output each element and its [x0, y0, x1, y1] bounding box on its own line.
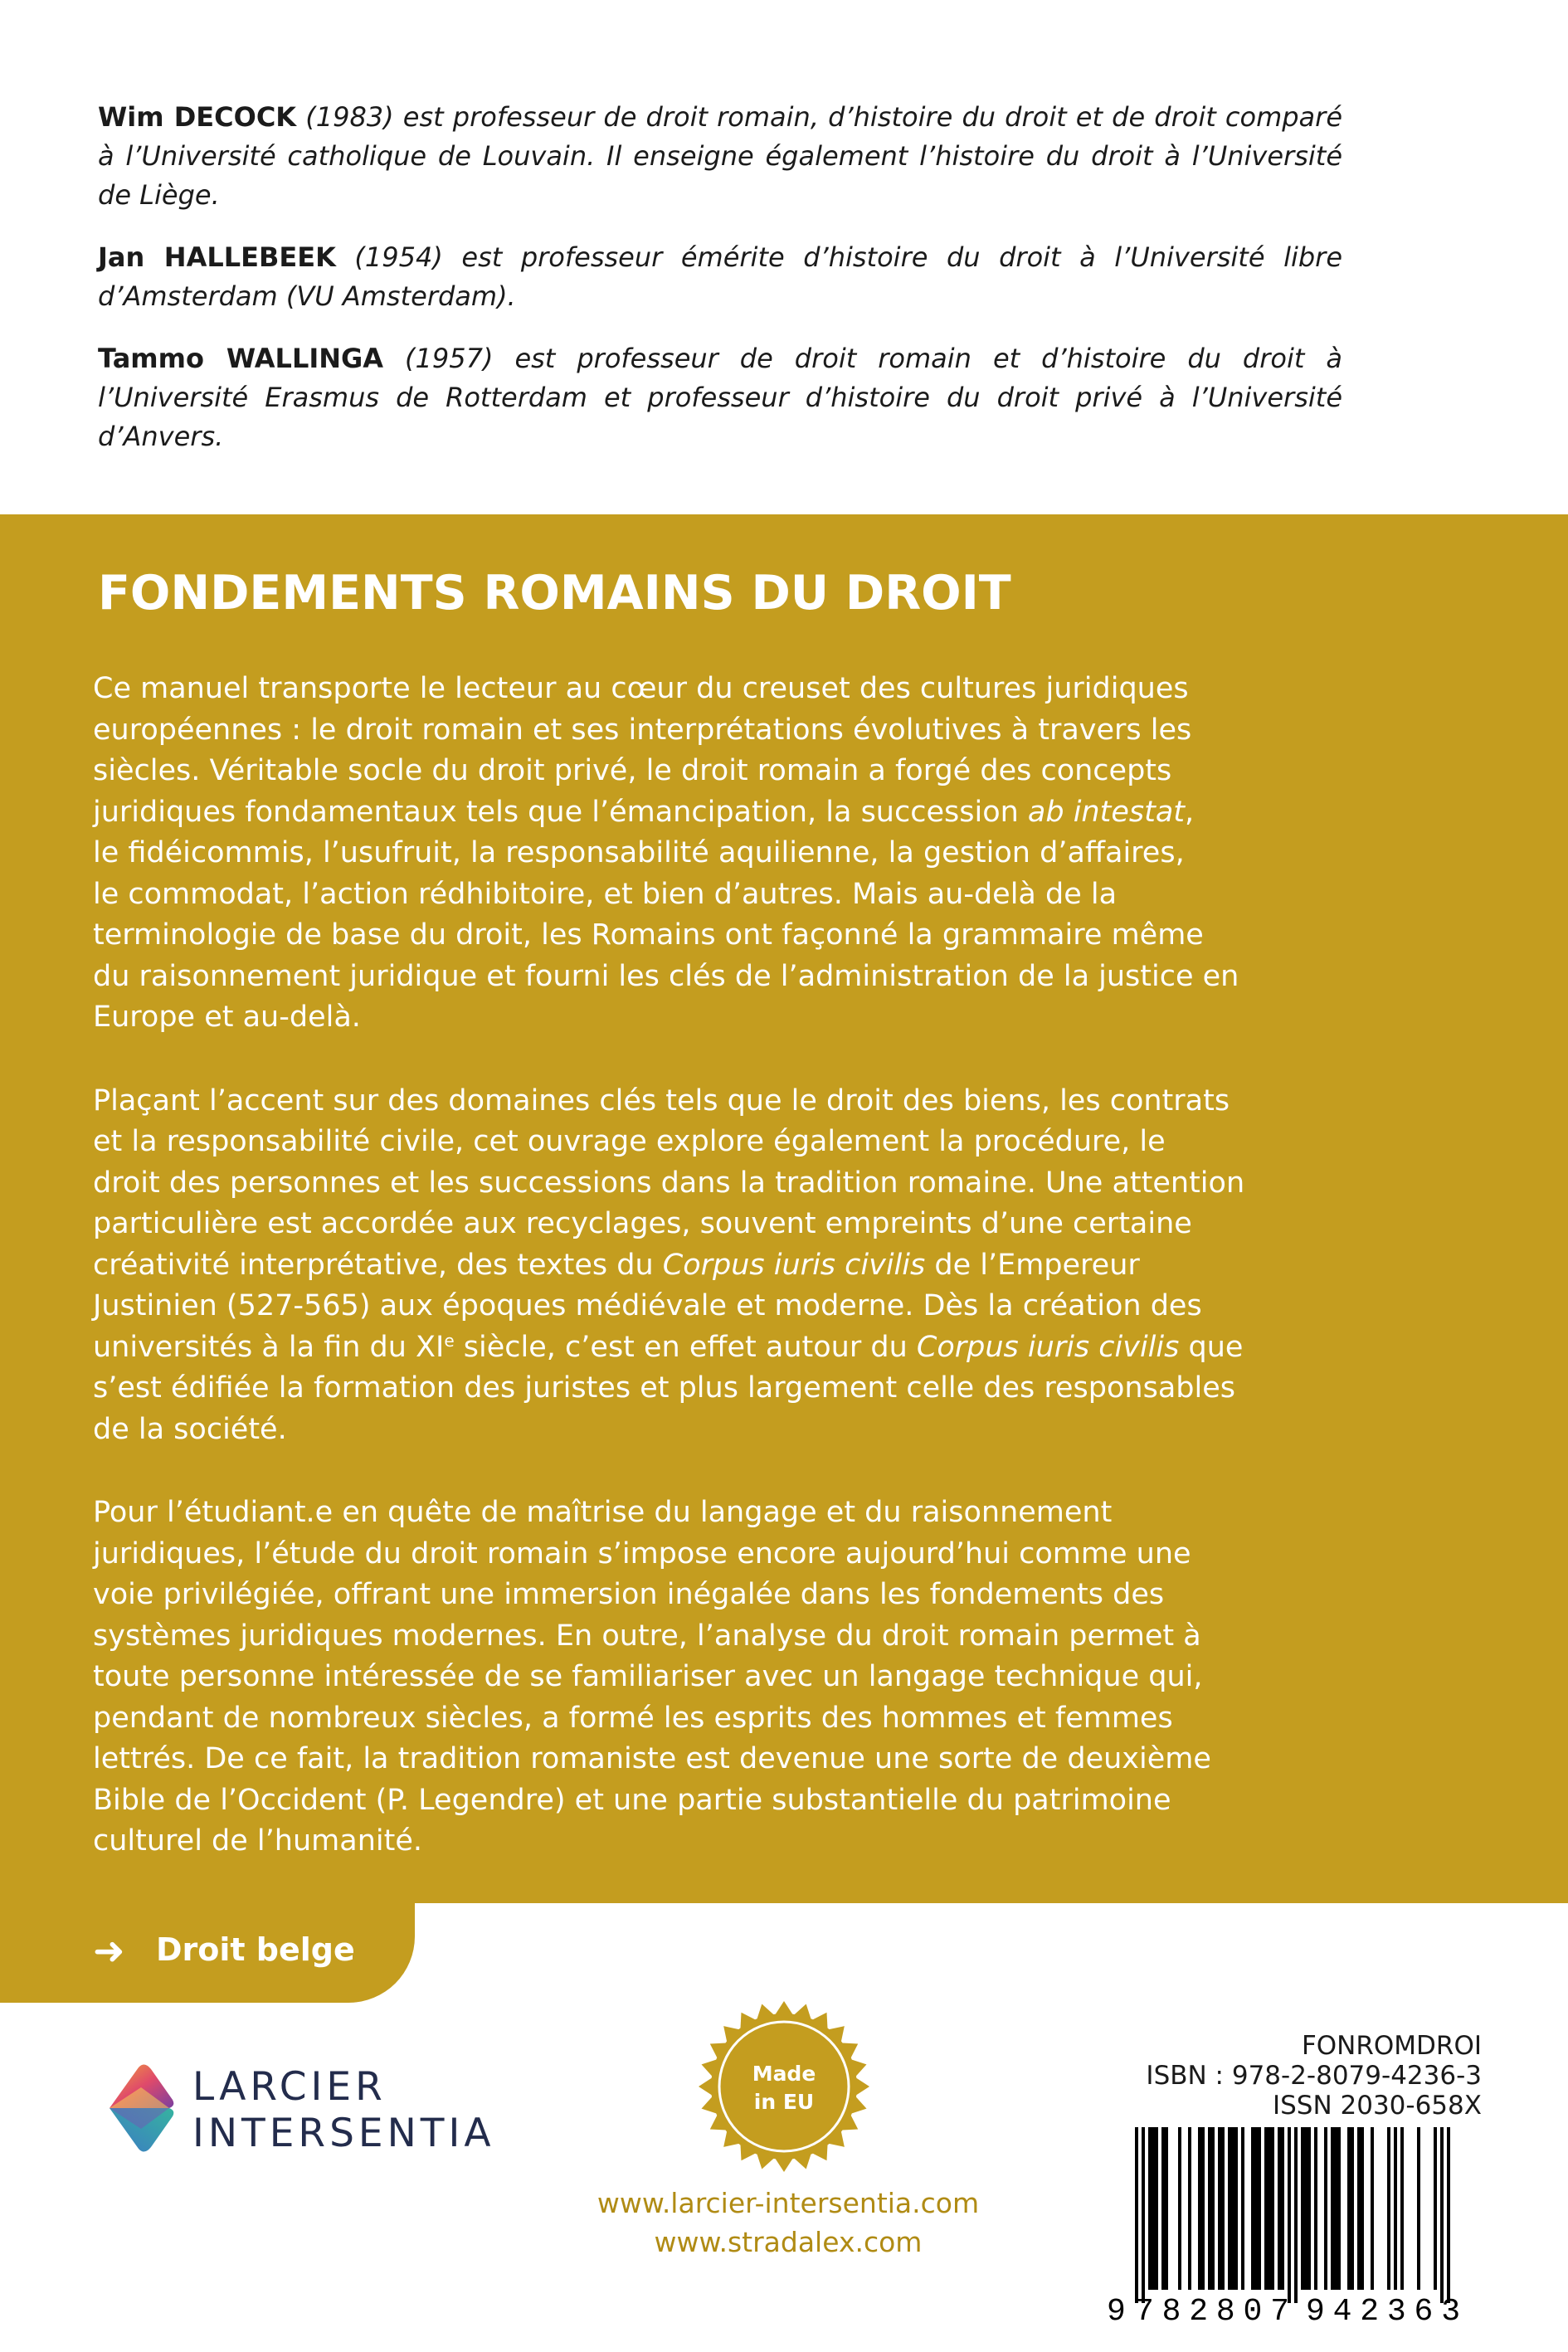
text-line: du raisonnement juridique et fourni les clés de l’administration de la justice en — [93, 959, 1239, 993]
seal-label — [697, 2060, 871, 2116]
author-bio: (1957) est professeur de droit romain et d’histoire du droit à l’Université Erasmus de Rotterdam et professeur d’histoire du droit privé à l’Université d’Anvers. — [98, 343, 1343, 452]
barcode-bar — [1400, 2127, 1404, 2290]
barcode-bar — [1440, 2127, 1444, 2303]
barcode-bar — [1264, 2127, 1268, 2290]
barcode-bar — [1165, 2127, 1168, 2290]
author-name: Jan HALLEBEEK — [98, 241, 336, 273]
barcode-bar — [1371, 2127, 1374, 2290]
barcode-bar — [1314, 2127, 1317, 2290]
text-line: s’est édifiée la formation des juristes et plus largement celle des responsables — [93, 1371, 1235, 1405]
arrow-right-icon: ➜ — [93, 1928, 125, 1973]
barcode-bar — [1334, 2127, 1337, 2290]
text-line: juridiques, l’étude du droit romain s’impose encore aujourd’hui comme une — [93, 1536, 1191, 1570]
barcode-bar — [1135, 2127, 1138, 2303]
barcode-bar — [1228, 2127, 1231, 2290]
barcode-bar — [1155, 2127, 1158, 2290]
author-name: Wim DECOCK — [98, 101, 297, 133]
text-line: le commodat, l’action rédhibitoire, et bien d’autres. Mais au-delà de la — [93, 877, 1118, 911]
text-line: le fidéicommis, l’usufruit, la responsabilité aquilienne, la gestion d’affaires, — [93, 836, 1185, 869]
barcode-bar — [1307, 2127, 1311, 2290]
description-paragraph — [93, 669, 1279, 1039]
barcode-digits-left: 782807 — [1135, 2294, 1289, 2326]
isbn-barcode — [1098, 2127, 1485, 2326]
barcode-bar — [1304, 2127, 1307, 2290]
text-line: lettrés. De ce fait, la tradition romaniste est devenue une sorte de deuxième — [93, 1742, 1211, 1775]
text-line: particulière est accordée aux recyclages, souvent empreints d’une certaine — [93, 1207, 1192, 1240]
author-bio: (1954) est professeur émérite d’histoire du droit à l’Université libre d’Amsterdam (VU Amsterdam). — [98, 241, 1343, 312]
barcode-bar — [1218, 2127, 1221, 2290]
barcode-digit-first: 9 — [1107, 2294, 1126, 2326]
barcode-bar — [1251, 2127, 1254, 2290]
description-paragraph — [93, 1081, 1279, 1451]
barcode-bar — [1278, 2127, 1281, 2290]
text-line: universités à la fin du XIe siècle, c’est en effet autour du Corpus iuris civilis que — [93, 1330, 1244, 1364]
author-entry — [98, 98, 1342, 215]
barcode-bar — [1254, 2127, 1258, 2290]
barcode-bar — [1361, 2127, 1364, 2290]
issn: ISSN 2030-658X — [1272, 2091, 1482, 2121]
text-line: de la société. — [93, 1412, 287, 1446]
text-line: juridiques fondamentaux tels que l’émancipation, la succession ab intestat, — [93, 795, 1195, 829]
authors-section — [98, 98, 1342, 480]
latin-term: ab intestat — [1027, 795, 1186, 829]
text-line: droit des personnes et les successions dans la tradition romaine. Une attention — [93, 1166, 1245, 1200]
publisher-name-line2: INTERSENTIA — [192, 2111, 495, 2156]
barcode-bar — [1268, 2127, 1271, 2290]
barcode-bar — [1447, 2127, 1450, 2303]
barcode-bar — [1417, 2127, 1420, 2290]
seal-line: in EU — [753, 2090, 815, 2114]
text-line: pendant de nombreux siècles, a formé les esprits des hommes et femmes — [93, 1701, 1173, 1735]
barcode-bar — [1231, 2127, 1234, 2290]
barcode-bar — [1178, 2127, 1181, 2290]
barcode-bar — [1161, 2127, 1165, 2290]
barcode-bar — [1324, 2127, 1327, 2290]
barcode-bar — [1331, 2127, 1334, 2290]
text-line: siècles. Véritable socle du droit privé, le droit romain a forgé des concepts — [93, 754, 1172, 787]
barcode-bar — [1258, 2127, 1261, 2290]
barcode-bar — [1394, 2127, 1397, 2290]
text-line: créativité interprétative, des textes du Corpus iuris civilis de l’Empereur — [93, 1248, 1140, 1282]
barcode-digits-right: 942363 — [1306, 2294, 1460, 2326]
text-line: voie privilégiée, offrant une immersion inégalée dans les fondements des — [93, 1578, 1165, 1611]
latin-term: Corpus iuris civilis — [916, 1330, 1180, 1364]
barcode-bar — [1357, 2127, 1361, 2290]
barcode-bar — [1387, 2127, 1390, 2290]
book-title: FONDEMENTS ROMAINS DU DROIT — [98, 566, 1011, 621]
isbn: ISBN : 978-2-8079-4236-3 — [1146, 2061, 1482, 2091]
barcode-bar — [1201, 2127, 1205, 2290]
text-line: Europe et au-delà. — [93, 1001, 361, 1034]
description-band — [0, 514, 1568, 1903]
author-name: Tammo WALLINGA — [98, 343, 384, 374]
barcode-bar — [1347, 2127, 1351, 2290]
barcode-bar — [1234, 2127, 1238, 2290]
barcode-bar — [1221, 2127, 1225, 2290]
barcode-bar — [1211, 2127, 1215, 2290]
barcode-bar — [1208, 2127, 1211, 2290]
text-line: européennes : le droit romain et ses interprétations évolutives à travers les — [93, 713, 1192, 747]
barcode-bar — [1434, 2127, 1437, 2290]
barcode-bar — [1351, 2127, 1354, 2290]
barcode-bar — [1241, 2127, 1244, 2290]
text-line: Bible de l’Occident (P. Legendre) et une partie substantielle du patrimoine — [93, 1783, 1171, 1817]
barcode-bar — [1294, 2127, 1298, 2303]
barcode-bar — [1142, 2127, 1145, 2303]
text-line: culturel de l’humanité. — [93, 1824, 422, 1858]
text-line: Pour l’étudiant.e en quête de maîtrise du langage et du raisonnement — [93, 1496, 1113, 1529]
product-code: FONROMDROI — [1301, 2031, 1482, 2061]
barcode-bar — [1281, 2127, 1284, 2290]
text-line: terminologie de base du droit, les Romains ont façonné la grammaire même — [93, 918, 1204, 952]
text-line: toute personne intéressée de se familiariser avec un langage technique qui, — [93, 1660, 1203, 1693]
text-line: Justinien (527-565) aux époques médiévale et moderne. Dès la création des — [93, 1289, 1202, 1322]
barcode-bar — [1288, 2127, 1291, 2303]
barcode-bar — [1198, 2127, 1201, 2290]
text-line: et la responsabilité civile, cet ouvrage explore également la procédure, le — [93, 1125, 1166, 1158]
text-line: Ce manuel transporte le lecteur au cœur du creuset des cultures juridiques — [93, 672, 1189, 705]
description-paragraph — [93, 1493, 1279, 1863]
publisher-logo-icon — [101, 2062, 176, 2154]
seal-line: Made — [752, 2062, 816, 2086]
text-line: Plaçant l’accent sur des domaines clés tels que le droit des biens, les contrats — [93, 1083, 1230, 1118]
website-link[interactable]: www.stradalex.com — [654, 2226, 923, 2258]
barcode-bar — [1271, 2127, 1274, 2290]
barcode-bar — [1337, 2127, 1341, 2290]
author-entry — [98, 238, 1342, 316]
author-bio: (1983) est professeur de droit romain, d’histoire du droit et de droit comparé à l’Université catholique de Louvain. Il enseigne également l’histoire du droit à l’Université de Liège. — [98, 101, 1343, 211]
book-description — [93, 669, 1279, 1905]
author-entry — [98, 339, 1342, 456]
barcode-bar — [1188, 2127, 1191, 2290]
text-line: systèmes juridiques modernes. En outre, l’analyse du droit romain permet à — [93, 1619, 1201, 1653]
barcode-bar — [1301, 2127, 1304, 2290]
latin-term: Corpus iuris civilis — [662, 1248, 926, 1282]
website-link[interactable]: www.larcier-intersentia.com — [597, 2187, 980, 2219]
barcode-bar — [1152, 2127, 1155, 2290]
barcode-bar — [1148, 2127, 1152, 2290]
book-codes — [1079, 2031, 1482, 2121]
collection-label: Droit belge — [156, 1931, 355, 1968]
publisher-name-line1: LARCIER — [192, 2064, 387, 2110]
